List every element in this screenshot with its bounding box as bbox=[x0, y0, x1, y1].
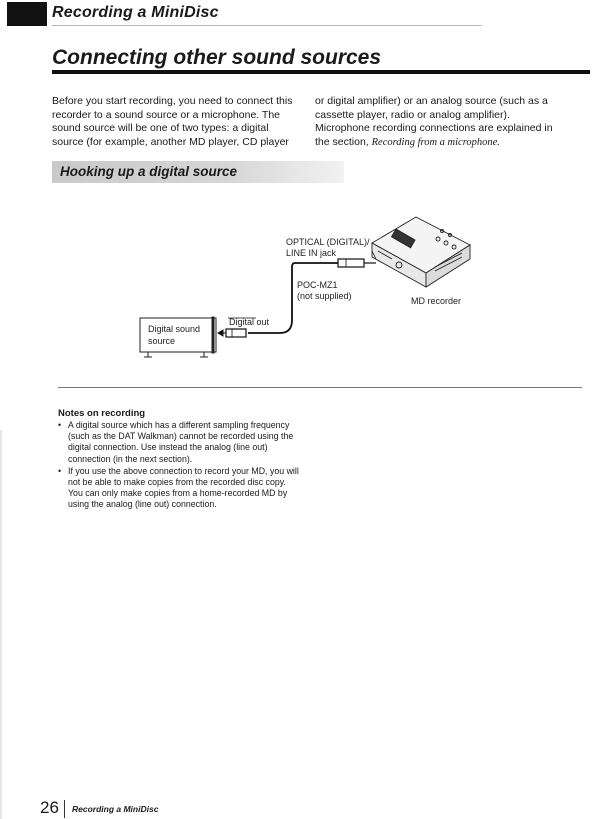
source-label-line1: Digital sound bbox=[148, 324, 201, 334]
cable-label-line1: POC-MZ1 bbox=[297, 280, 338, 290]
connection-diagram bbox=[100, 205, 500, 370]
cable-label-line2: (not supplied) bbox=[297, 291, 352, 301]
page-number: 26 bbox=[40, 798, 59, 817]
footer-divider bbox=[64, 800, 65, 818]
intro-paragraph-right bbox=[315, 95, 560, 149]
jack-label-line2: LINE IN jack bbox=[286, 248, 337, 258]
jack-label-line1: OPTICAL (DIGITAL)/ bbox=[286, 237, 370, 247]
header-rule bbox=[52, 25, 482, 26]
digital-out-label: Digital out bbox=[229, 317, 270, 327]
intro-right-text: or digital amplifier) or an analog source (such as a cassette player, radio or analog amplifier). Microphone recording connections are explained in the section, bbox=[315, 95, 553, 148]
intro-paragraph-left: Before you start recording, you need to connect this recorder to a sound source or a microphone. The sound source will be one of two types: a digital source (for example, another MD player, CD player bbox=[52, 95, 293, 148]
notes-divider bbox=[58, 387, 582, 388]
section-title: Connecting other sound sources bbox=[52, 46, 382, 69]
source-label-line2: source bbox=[148, 336, 176, 346]
notes-list bbox=[58, 420, 303, 512]
note-item: • If you use the above connection to record your MD, you will not be able to make copies from the recorded disc copy. You can only make copies from a home-recorded MD by using the analog (line out) connection. bbox=[58, 466, 303, 511]
md-recorder-illustration bbox=[372, 217, 470, 287]
note-item: • A digital source which has a different sampling frequency (such as the DAT Walkman) cannot be recorded using the digital connection. Use instead the analog (line out) connection (in the next section). bbox=[58, 420, 303, 465]
cross-reference-link: Recording from a microphone. bbox=[371, 136, 500, 148]
notes-heading: Notes on recording bbox=[58, 408, 146, 419]
header-title: Recording a MiniDisc bbox=[52, 4, 219, 21]
header-block bbox=[7, 2, 47, 26]
section-rule bbox=[52, 70, 590, 74]
page-edge-shadow bbox=[0, 430, 2, 819]
footer-label: Recording a MiniDisc bbox=[72, 804, 159, 814]
recorder-label: MD recorder bbox=[411, 296, 462, 306]
subheading: Hooking up a digital source bbox=[60, 164, 238, 179]
